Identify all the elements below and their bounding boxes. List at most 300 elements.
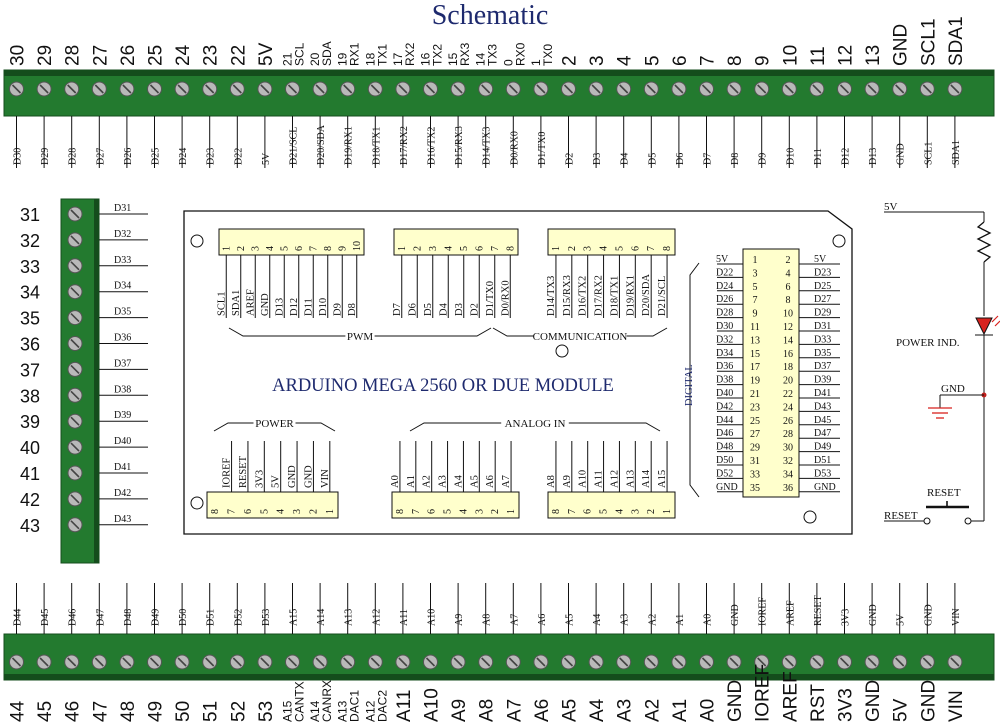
- digital-pin-number: 36: [783, 482, 793, 494]
- top-pin-label: D17/RX2: [398, 126, 410, 165]
- top-pin-number: 5V: [255, 42, 277, 66]
- bottom-pin-label: D47: [95, 608, 107, 626]
- top-pin-function: RX0: [513, 42, 528, 66]
- bottom-pin-label: A11: [398, 609, 410, 626]
- bottom-pin-label: A15: [288, 608, 300, 626]
- pwm-header-1-pin-number: 3: [250, 246, 262, 251]
- communication-bracket: [627, 328, 667, 336]
- top-pin-label: D9: [757, 152, 769, 165]
- digital-pin-number: 28: [783, 429, 793, 441]
- bottom-pin-number: 51: [200, 700, 222, 722]
- analog-2-signal-label: A11: [593, 470, 605, 488]
- mount-hole-icon: [804, 511, 816, 523]
- top-pin-number: 22: [228, 44, 250, 66]
- left-pin-label: D39: [114, 410, 132, 422]
- communication-signal-label: D19/RX1: [625, 275, 637, 316]
- bottom-pin-number: 44: [7, 700, 29, 722]
- led-icon: [976, 318, 992, 334]
- pwm-2-signal-label: D2: [469, 303, 481, 316]
- top-pin-number: 14: [473, 52, 488, 66]
- communication-bracket: [493, 328, 533, 336]
- top-pin-label: D26: [122, 147, 134, 165]
- bottom-pin-label: 5V: [895, 613, 907, 626]
- bottom-pin-number: A1: [669, 698, 691, 722]
- bottom-pin-number: RST: [807, 684, 829, 722]
- top-pin-label: D1/TX0: [536, 131, 548, 165]
- bottom-pin-label: GND: [730, 604, 742, 626]
- bottom-pin-number: 50: [173, 700, 195, 722]
- bottom-pin-label: VIN: [950, 608, 962, 626]
- page-title: Schematic: [431, 0, 549, 31]
- power-signal-label: 3V3: [254, 469, 266, 488]
- analog-header-2-pin-number: 5: [598, 509, 610, 514]
- bottom-pin-number: A2: [642, 698, 664, 722]
- left-pin-label: D33: [114, 254, 132, 266]
- top-pin-label: D22: [233, 147, 245, 165]
- bottom-pin-number: A0: [697, 698, 719, 722]
- bottom-pin-label: D45: [40, 608, 52, 626]
- analog-header-1-pin-number: 6: [426, 509, 438, 514]
- communication-signal-label: D17/RX2: [593, 275, 605, 316]
- digital-right-label: D25: [814, 280, 832, 292]
- analog-label: ANALOG IN: [504, 418, 566, 430]
- communication-signal-label: D15/RX3: [561, 275, 573, 316]
- top-pin-number: 5: [642, 55, 664, 66]
- digital-pin-number: 35: [750, 482, 760, 494]
- digital-left-label: GND: [716, 481, 738, 493]
- digital-right-label: D39: [814, 374, 832, 386]
- communication-header-pin-number: 7: [646, 246, 658, 251]
- pwm-1-signal-label: D8: [346, 303, 358, 316]
- analog-header-1-pin-number: 4: [458, 509, 470, 514]
- digital-left-label: D38: [716, 374, 734, 386]
- pwm-header-2-pin-number: 8: [505, 246, 517, 251]
- communication-label: COMMUNICATION: [532, 331, 628, 343]
- bottom-pin-number: A10: [421, 688, 443, 722]
- top-pin-function: SDA: [320, 41, 335, 66]
- digital-pin-number: 11: [750, 322, 760, 333]
- left-terminal-edge: [94, 199, 99, 563]
- top-pin-label: D28: [67, 147, 79, 165]
- bottom-pin-label: A3: [619, 613, 631, 626]
- switch-contact-icon: [924, 518, 930, 524]
- top-pin-label: D2: [564, 152, 576, 165]
- digital-left-label: D52: [716, 468, 734, 480]
- analog-1-signal-label: A0: [389, 475, 401, 488]
- left-pin-number: 36: [20, 334, 41, 355]
- digital-right-label: D41: [814, 388, 832, 399]
- top-pin-label: D10: [785, 147, 797, 165]
- bottom-pin-label: D52: [233, 608, 245, 626]
- analog-header-1-pin-number: 5: [442, 509, 454, 514]
- top-pin-number: 16: [418, 52, 433, 66]
- bottom-pin-number: 47: [90, 700, 112, 722]
- bottom-pin-number: A3: [614, 698, 636, 722]
- bottom-pin-label: A6: [536, 613, 548, 626]
- resistor-icon: [978, 222, 990, 262]
- bottom-pin-label: 3V3: [840, 608, 852, 626]
- pwm-2-signal-label: D5: [422, 303, 434, 316]
- pwm-header-2-pin-number: 7: [489, 246, 501, 251]
- power-header-pin-number: 3: [292, 509, 304, 514]
- digital-right-label: D33: [814, 334, 832, 346]
- top-pin-label: SCL1: [923, 141, 935, 165]
- pwm-2-signal-label: D7: [391, 303, 403, 316]
- bottom-pin-number: 49: [145, 700, 167, 722]
- pwm-header-2-pin-number: 2: [412, 246, 424, 251]
- digital-pin-number: 22: [783, 389, 793, 400]
- digital-pin-number: 29: [750, 442, 760, 454]
- top-pin-label: D7: [702, 152, 714, 165]
- top-pin-number: 12: [835, 44, 857, 66]
- communication-header-pin-number: 4: [598, 246, 610, 251]
- pwm-header-1-pin-number: 4: [264, 246, 276, 251]
- top-pin-label: D19/RX1: [343, 126, 355, 165]
- left-pin-label: D40: [114, 436, 132, 448]
- pwm-1-signal-label: D11: [303, 298, 315, 316]
- analog-1-signal-label: A6: [485, 475, 497, 488]
- top-pin-number: 8: [725, 55, 747, 66]
- top-pin-label: D20/SDA: [316, 124, 328, 165]
- digital-left-label: D42: [716, 401, 734, 413]
- bottom-pin-label: D51: [205, 608, 217, 626]
- bottom-pin-function: CANTX: [292, 681, 307, 722]
- left-pin-number: 34: [20, 282, 41, 303]
- bottom-pin-label: A0: [702, 613, 714, 626]
- digital-pin-number: 9: [752, 308, 758, 320]
- bottom-pin-label: A12: [371, 608, 383, 626]
- bottom-pin-label: A1: [674, 613, 686, 626]
- top-pin-number: 11: [807, 46, 829, 66]
- communication-header-pin-number: 2: [566, 246, 578, 251]
- bottom-pin-number: A9: [449, 698, 471, 722]
- bottom-pin-number: A12: [363, 700, 378, 722]
- digital-pin-number: 18: [783, 362, 793, 374]
- top-pin-label: D6: [674, 152, 686, 165]
- pwm-2-signal-label: D3: [453, 303, 465, 316]
- analog-header-2-pin-number: 7: [566, 509, 578, 514]
- bottom-pin-label: A8: [481, 613, 493, 626]
- pwm-1-signal-label: AREF: [245, 289, 257, 316]
- communication-signal-label: D21/SCL: [657, 275, 669, 316]
- communication-header-pin-number: 1: [550, 246, 562, 251]
- top-pin-label: D30: [12, 147, 24, 165]
- power-header-pin-number: 7: [226, 509, 238, 514]
- digital-pin-number: 23: [750, 402, 760, 414]
- power-bracket: [214, 423, 254, 431]
- bottom-pin-function: CANRX: [320, 679, 335, 722]
- top-pin-number: 19: [335, 52, 350, 66]
- top-pin-label: D14/TX3: [481, 126, 493, 165]
- left-pin-number: 37: [20, 360, 41, 381]
- mount-hole-icon: [191, 497, 203, 509]
- digital-right-label: D45: [814, 414, 832, 426]
- top-pin-function: SCL: [292, 42, 307, 66]
- top-pin-label: D18/TX1: [371, 126, 383, 165]
- bottom-pin-label: D53: [260, 608, 272, 626]
- digital-pin-number: 17: [750, 362, 760, 374]
- bottom-pin-label: A9: [454, 613, 466, 626]
- power-signal-label: VIN: [319, 469, 331, 488]
- left-pin-label: D32: [114, 228, 132, 240]
- digital-right-label: D29: [814, 307, 832, 319]
- top-pin-label: SDA1: [950, 139, 962, 165]
- bottom-pin-number: A15: [280, 700, 295, 722]
- top-pin-number: 24: [173, 44, 195, 66]
- top-pin-number: 17: [390, 52, 405, 66]
- pwm-1-signal-label: D10: [317, 297, 329, 316]
- analog-2-signal-label: A9: [561, 475, 573, 488]
- top-pin-label: D11: [812, 148, 824, 165]
- pwm-header-1-pin-number: 5: [279, 246, 291, 251]
- analog-1-signal-label: A2: [421, 475, 433, 488]
- digital-left-label: D24: [716, 280, 734, 292]
- top-pin-function: RX2: [402, 42, 417, 66]
- digital-left-label: D46: [716, 428, 734, 440]
- left-pin-label: D42: [114, 487, 132, 499]
- digital-right-label: D53: [814, 468, 832, 480]
- top-pin-label: D13: [868, 147, 880, 165]
- digital-right-label: D35: [814, 347, 832, 359]
- digital-pin-number: 4: [785, 268, 791, 280]
- pwm-header-2-pin-number: 6: [474, 246, 486, 251]
- top-pin-number: 13: [863, 44, 885, 66]
- power-header-pin-number: 8: [210, 509, 222, 514]
- left-pin-label: D34: [114, 280, 132, 292]
- left-pin-label: D41: [114, 462, 132, 473]
- digital-left-label: D50: [716, 455, 734, 466]
- analog-header-2-pin-number: 6: [582, 509, 594, 514]
- digital-pin-number: 31: [750, 456, 760, 467]
- pwm-label: PWM: [346, 331, 374, 343]
- top-pin-label: D5: [647, 152, 659, 165]
- top-pin-label: D23: [205, 147, 217, 165]
- analog-header-1-pin-number: 8: [394, 509, 406, 514]
- power-signal-label: GND: [287, 465, 299, 488]
- power-signal-label: 5V: [270, 475, 282, 488]
- bottom-pin-label: RESET: [812, 595, 824, 626]
- bottom-pin-label: A2: [647, 613, 659, 626]
- digital-right-label: D51: [814, 455, 832, 466]
- top-pin-function: RX3: [458, 42, 473, 66]
- left-pin-number: 38: [20, 386, 41, 407]
- bottom-pin-label: A14: [316, 608, 328, 626]
- analog-bracket: [569, 423, 660, 431]
- top-pin-number: 0: [501, 59, 516, 66]
- left-pin-number: 33: [20, 256, 41, 277]
- digital-left-label: D28: [716, 307, 734, 319]
- bottom-pin-number: A5: [559, 698, 581, 722]
- bottom-pin-number: IOREF: [752, 663, 774, 722]
- bottom-pin-number: A11: [393, 689, 415, 722]
- top-pin-number: SDA1: [945, 16, 967, 66]
- pwm-2-signal-label: D4: [438, 303, 450, 316]
- top-pin-label: D15/RX3: [454, 126, 466, 165]
- communication-signal-label: D14/TX3: [545, 275, 557, 316]
- bottom-pin-number: 5V: [890, 698, 912, 722]
- bottom-pin-number: 48: [117, 700, 139, 722]
- bottom-pin-number: A13: [335, 700, 350, 722]
- reset-button-label: RESET: [927, 487, 961, 499]
- module-title: ARDUINO MEGA 2560 OR DUE MODULE: [272, 376, 614, 396]
- digital-right-label: 5V: [814, 254, 827, 265]
- left-pin-label: D38: [114, 384, 132, 396]
- bottom-pin-number: 52: [228, 700, 250, 722]
- analog-1-signal-label: A7: [501, 475, 513, 488]
- bottom-pin-function: DAC1: [347, 689, 362, 722]
- digital-pin-number: 10: [783, 308, 793, 320]
- digital-pin-number: 2: [785, 255, 791, 266]
- bottom-pin-number: GND: [725, 679, 747, 722]
- top-pin-label: D24: [178, 147, 190, 165]
- top-pin-label: D0/RX0: [509, 131, 521, 165]
- power-label: POWER: [255, 418, 294, 430]
- analog-header-2-pin-number: 4: [614, 509, 626, 514]
- digital-pin-number: 6: [785, 281, 791, 293]
- top-pin-number: 9: [752, 55, 774, 66]
- digital-right-label: D23: [814, 267, 832, 279]
- bottom-pin-label: GND: [868, 604, 880, 626]
- analog-2-signal-label: A12: [609, 469, 621, 488]
- pwm-1-signal-label: D13: [274, 297, 286, 316]
- bottom-pin-number: GND: [918, 679, 940, 722]
- top-pin-function: TX0: [540, 43, 555, 66]
- communication-header-pin-number: 6: [630, 246, 642, 251]
- top-pin-number: 20: [308, 52, 323, 66]
- digital-pin-number: 25: [750, 415, 760, 427]
- digital-left-label: D36: [716, 361, 734, 373]
- digital-pin-number: 8: [785, 295, 791, 307]
- top-pin-number: 23: [200, 44, 222, 66]
- digital-left-label: D44: [716, 414, 734, 426]
- led-light-icon: [992, 316, 1000, 326]
- communication-header-pin-number: 8: [662, 246, 674, 251]
- digital-right-label: D47: [814, 428, 832, 440]
- left-pin-label: D36: [114, 332, 132, 344]
- power-header-pin-number: 6: [242, 509, 254, 514]
- analog-bracket: [410, 423, 501, 431]
- left-pin-number: 35: [20, 308, 41, 329]
- bottom-pin-label: D46: [67, 608, 79, 626]
- bottom-pin-label: D48: [122, 608, 134, 626]
- analog-2-signal-label: A13: [625, 469, 637, 488]
- top-pin-number: SCL1: [918, 18, 940, 66]
- digital-left-label: D48: [716, 441, 734, 453]
- digital-pin-number: 32: [783, 456, 793, 467]
- bottom-pin-number: A6: [531, 698, 553, 722]
- pwm-header-1-pin-number: 8: [322, 246, 334, 251]
- top-pin-number: 1: [528, 59, 543, 66]
- digital-pin-number: 33: [750, 469, 760, 481]
- pwm-2-signal-label: D1/TX0: [484, 281, 496, 316]
- left-pin-label: D37: [114, 358, 132, 370]
- bottom-pin-number: 45: [35, 700, 57, 722]
- top-pin-function: TX3: [485, 43, 500, 66]
- pwm-header-1-pin-number: 7: [308, 246, 320, 251]
- pwm-header-2-pin-number: 5: [458, 246, 470, 251]
- top-pin-number: 3: [587, 55, 609, 66]
- left-pin-number: 39: [20, 412, 41, 433]
- digital-right-label: D43: [814, 401, 832, 413]
- bottom-pin-label: A10: [426, 608, 438, 626]
- pwm-1-signal-label: D12: [288, 297, 300, 316]
- bottom-pin-number: 53: [255, 700, 277, 722]
- top-pin-number: GND: [890, 23, 912, 66]
- power-header-pin-number: 2: [308, 509, 320, 514]
- top-pin-label: D4: [619, 152, 631, 165]
- digital-left-label: D26: [716, 294, 734, 306]
- top-pin-number: 26: [117, 44, 139, 66]
- top-pin-number: 2: [559, 55, 581, 66]
- communication-signal-label: D20/SDA: [641, 273, 653, 316]
- pwm-2-signal-label: D0/RX0: [500, 280, 512, 316]
- top-pin-label: D12: [840, 147, 852, 165]
- communication-header-pin-number: 5: [614, 246, 626, 251]
- top-pin-number: 6: [669, 55, 691, 66]
- supply-label: 5V: [884, 201, 898, 213]
- top-pin-number: 21: [280, 52, 295, 66]
- top-terminal-edge: [4, 70, 994, 76]
- top-pin-number: 25: [145, 44, 167, 66]
- analog-1-signal-label: A3: [437, 475, 449, 488]
- left-pin-number: 31: [20, 205, 41, 225]
- analog-header-2-pin-number: 1: [662, 509, 674, 514]
- power-signal-label: IOREF: [221, 457, 233, 488]
- bottom-pin-number: 3V3: [835, 688, 857, 722]
- bottom-pin-label: A4: [592, 613, 604, 626]
- communication-signal-label: D16/TX2: [577, 275, 589, 316]
- digital-left-label: D30: [716, 321, 734, 332]
- top-pin-number: 29: [35, 44, 57, 66]
- digital-pin-number: 1: [752, 255, 758, 266]
- analog-1-signal-label: A5: [469, 475, 481, 488]
- digital-pin-number: 21: [750, 389, 760, 400]
- ground-label: GND: [941, 383, 965, 395]
- top-pin-label: 5V: [260, 152, 272, 165]
- pwm-1-signal-label: GND: [259, 293, 271, 316]
- digital-pin-number: 12: [783, 322, 793, 333]
- analog-2-signal-label: A14: [641, 469, 653, 488]
- switch-contact-icon: [965, 518, 971, 524]
- analog-1-signal-label: A4: [453, 475, 465, 488]
- bottom-pin-number: A14: [308, 700, 323, 722]
- bottom-pin-number: A4: [587, 698, 609, 722]
- top-pin-label: D27: [95, 147, 107, 165]
- digital-right-label: GND: [814, 481, 836, 493]
- bottom-pin-label: IOREF: [757, 597, 769, 626]
- analog-header-2-pin-number: 3: [630, 509, 642, 514]
- bottom-pin-label: A7: [509, 613, 521, 626]
- digital-pin-number: 15: [750, 348, 760, 360]
- left-pin-label: D43: [114, 513, 132, 525]
- digital-label: DIGITAL: [684, 364, 695, 406]
- bottom-pin-function: DAC2: [375, 689, 390, 722]
- bottom-pin-number: VIN: [945, 690, 967, 722]
- power-header-pin-number: 4: [275, 509, 287, 514]
- digital-pin-number: 5: [752, 281, 758, 293]
- top-pin-label: D29: [40, 147, 52, 165]
- pwm-1-signal-label: SCL1: [216, 291, 228, 316]
- digital-right-label: D31: [814, 321, 832, 332]
- power-bracket: [296, 423, 336, 431]
- digital-left-label: D40: [716, 388, 734, 399]
- digital-pin-number: 20: [783, 375, 793, 387]
- analog-header-1-pin-number: 2: [490, 509, 502, 514]
- mount-hole-icon: [191, 235, 203, 247]
- digital-pin-number: 13: [750, 335, 760, 347]
- communication-signal-label: D18/TX1: [609, 275, 621, 316]
- left-pin-number: 40: [20, 438, 41, 459]
